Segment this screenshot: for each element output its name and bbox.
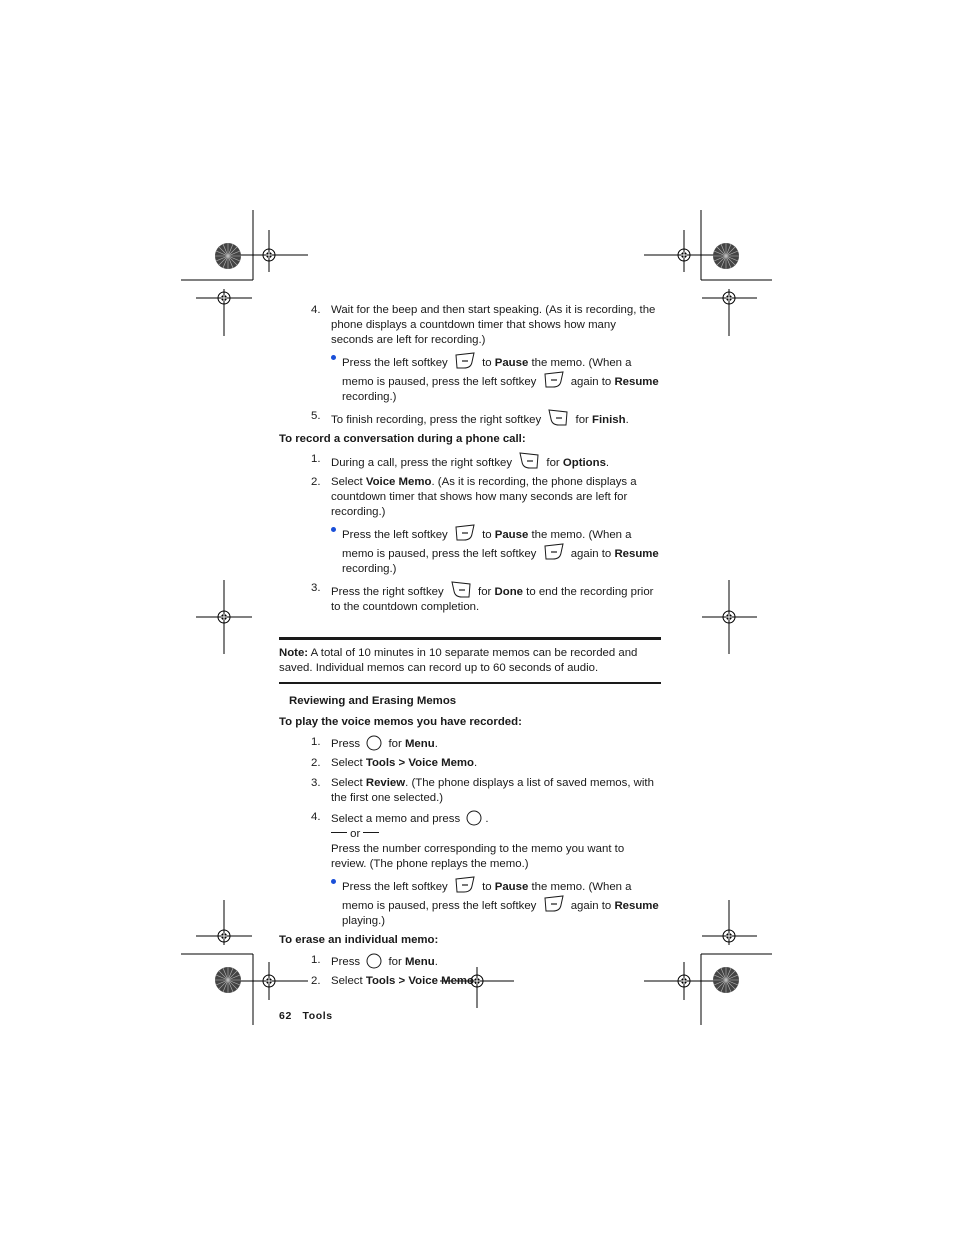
menu-label: Menu xyxy=(404,956,435,968)
divider-line xyxy=(331,832,347,833)
or-text: or xyxy=(350,828,361,840)
bullet-text: playing.) xyxy=(342,915,386,927)
step-number: 5. xyxy=(311,410,321,422)
bullet-text: again to xyxy=(570,376,612,388)
review-label: Review xyxy=(365,777,406,789)
step-number: 1. xyxy=(311,453,321,465)
step-4 xyxy=(279,303,661,348)
heading-play-memos: To play the voice memos you have recorded: xyxy=(279,716,522,728)
bullet-text: to xyxy=(482,881,492,893)
bullet-text: again to xyxy=(570,900,612,912)
resume-label: Resume xyxy=(614,548,659,560)
bullet-text: Press the left softkey xyxy=(342,357,448,369)
heading-record-during-call: To record a conversation during a phone call: xyxy=(279,433,526,445)
step-text: Select xyxy=(331,476,363,488)
play-step-1 xyxy=(279,735,661,752)
left-softkey-icon xyxy=(454,876,476,894)
bullet-dot xyxy=(331,355,336,360)
play-step-3 xyxy=(279,776,661,806)
step-text: for xyxy=(546,457,560,469)
pause-label: Pause xyxy=(494,529,529,541)
step-text: . xyxy=(474,975,478,987)
bullet-text: recording.) xyxy=(342,391,397,403)
erase-step-2 xyxy=(279,974,661,989)
note-box xyxy=(279,637,661,684)
left-softkey-icon xyxy=(543,371,565,389)
page-footer xyxy=(279,1009,661,1024)
left-softkey-icon xyxy=(543,895,565,913)
step-text: Wait for the beep and then start speaking. (As it is recording, the phone displays a countdown timer that shows how many seconds are left for recording.) xyxy=(331,304,656,346)
step-text: . xyxy=(434,956,438,968)
page-number: 62 xyxy=(279,1010,292,1022)
step-number: 3. xyxy=(311,777,321,789)
manual-page-content xyxy=(279,303,661,1024)
bullet-pause-call xyxy=(279,524,661,577)
note-label: Note: xyxy=(279,647,309,659)
menu-label: Menu xyxy=(404,738,435,750)
bullet-text: Press the left softkey xyxy=(342,529,448,541)
play-step-4 xyxy=(279,810,661,872)
step-text: . xyxy=(605,457,610,469)
step-number: 4. xyxy=(311,811,321,823)
bullet-text: again to xyxy=(570,548,612,560)
right-softkey-icon xyxy=(518,452,540,470)
step-text: for xyxy=(575,414,589,426)
step-text: Select a memo and press xyxy=(331,813,461,825)
step-number: 4. xyxy=(311,304,321,316)
heading-erase-memo: To erase an individual memo: xyxy=(279,934,439,946)
step-number: 1. xyxy=(311,736,321,748)
step-text: to end the recording prior to the countdown completion. xyxy=(331,586,654,613)
step-5 xyxy=(279,409,661,428)
step-text: for xyxy=(478,586,492,598)
step-text: . xyxy=(474,757,478,769)
play-step-2 xyxy=(279,756,661,771)
bullet-text: recording.) xyxy=(342,563,397,575)
call-step-1 xyxy=(279,452,661,471)
divider-line xyxy=(363,832,379,833)
bullet-text: the memo. (When a memo is paused, press the left softkey xyxy=(342,529,632,560)
step-number: 2. xyxy=(311,975,321,987)
right-softkey-icon xyxy=(450,581,472,599)
finish-label: Finish xyxy=(592,414,626,426)
bullet-text: to xyxy=(482,529,492,541)
separator: > xyxy=(398,757,406,769)
step-text: for xyxy=(388,738,402,750)
step-text: Select xyxy=(331,975,363,987)
pause-label: Pause xyxy=(494,881,529,893)
step-text: During a call, press the right softkey xyxy=(331,457,513,469)
step-text: Press the right softkey xyxy=(331,586,444,598)
section-name: Tools xyxy=(302,1010,333,1022)
left-softkey-icon xyxy=(543,543,565,561)
erase-step-1 xyxy=(279,953,661,970)
step-text: . (As it is recording, the phone displays a countdown timer that shows how many seconds are left for recording.) xyxy=(331,476,637,518)
resume-label: Resume xyxy=(614,376,659,388)
voice-memo-label: Voice Memo xyxy=(365,476,432,488)
tools-label: Tools xyxy=(365,757,396,769)
ok-key-icon xyxy=(466,810,482,826)
step-text: To finish recording, press the right softkey xyxy=(331,414,542,426)
step-text: Select xyxy=(331,757,363,769)
left-softkey-icon xyxy=(454,524,476,542)
resume-label: Resume xyxy=(614,900,659,912)
step-number: 2. xyxy=(311,757,321,769)
voice-memo-label: Voice Memo xyxy=(408,757,474,769)
step-text: Select xyxy=(331,777,363,789)
pause-label: Pause xyxy=(494,357,529,369)
step-number: 2. xyxy=(311,476,321,488)
bullet-text: the memo. (When a memo is paused, press the left softkey xyxy=(342,881,632,912)
step-text: . xyxy=(485,813,489,825)
step-text: Press xyxy=(331,956,361,968)
bullet-text: the memo. (When a memo is paused, press the left softkey xyxy=(342,357,632,388)
step-number: 3. xyxy=(311,582,321,594)
ok-key-icon xyxy=(366,735,382,751)
or-divider xyxy=(331,827,661,842)
bullet-pause-playing xyxy=(279,876,661,929)
tools-label: Tools xyxy=(365,975,396,987)
note-text: A total of 10 minutes in 10 separate memos can be recorded and saved. Individual memos can record up to 60 seconds of audio. xyxy=(279,647,638,674)
step-number: 1. xyxy=(311,954,321,966)
bullet-text: to xyxy=(482,357,492,369)
bullet-dot xyxy=(331,527,336,532)
bullet-pause-recording xyxy=(279,352,661,405)
call-step-2 xyxy=(279,475,661,520)
step-alt-text: Press the number corresponding to the memo you want to review. (The phone replays the memo.) xyxy=(331,843,625,870)
call-step-3 xyxy=(279,581,661,615)
separator: > xyxy=(398,975,406,987)
step-text: . xyxy=(434,738,438,750)
section-title: Reviewing and Erasing Memos xyxy=(289,695,457,707)
left-softkey-icon xyxy=(454,352,476,370)
step-text: . xyxy=(625,414,629,426)
step-text: Press xyxy=(331,738,361,750)
step-text: for xyxy=(388,956,402,968)
bullet-dot xyxy=(331,879,336,884)
step-text: . (The phone displays a list of saved memos, with the first one selected.) xyxy=(331,777,654,804)
ok-key-icon xyxy=(366,953,382,969)
voice-memo-label: Voice Memo xyxy=(408,975,474,987)
right-softkey-icon xyxy=(547,409,569,427)
done-label: Done xyxy=(494,586,523,598)
options-label: Options xyxy=(562,457,606,469)
bullet-text: Press the left softkey xyxy=(342,881,448,893)
